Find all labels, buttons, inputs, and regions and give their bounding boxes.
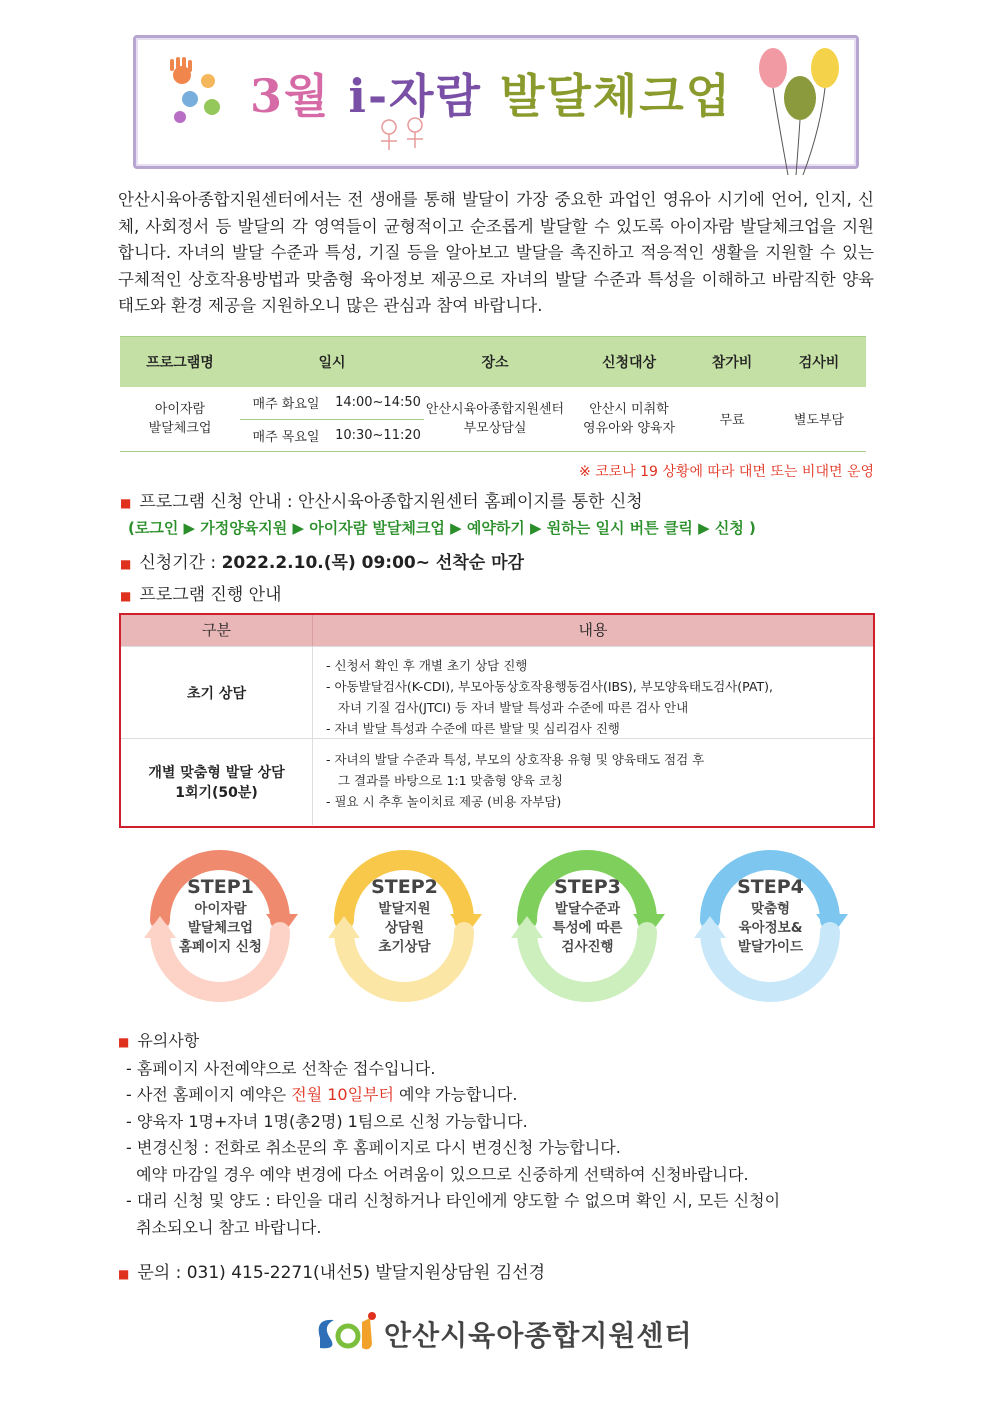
banner-main-title: 발달체크업 [499,69,733,123]
step-line: 초기상담 [378,939,431,955]
corona-note: ※ 코로나 19 상황에 따라 대면 또는 비대면 운영 [578,464,874,480]
notes-highlight: 전월 10일부터 [291,1085,394,1104]
notes-section [118,1028,780,1241]
step-3 [505,840,670,1005]
step-body [688,900,853,957]
step-2 [322,840,487,1005]
bullet-icon: ■ [120,496,132,510]
schedule-time: 14:00~14:50 [332,387,424,419]
notes-line: - 변경신청 : 전화로 취소문의 후 홈페이지로 다시 변경신청 가능합니다. [126,1138,621,1157]
bullet-icon: ■ [120,589,132,603]
header-test-fee: 검사비 [772,337,866,388]
step-line: 특성에 따른 [552,920,623,936]
content-line: - 필요 시 추후 놀이치료 제공 (비용 자부담) [326,794,562,809]
step-line: 발달가이드 [737,939,804,955]
content-line: 그 결과를 바탕으로 1:1 맞춤형 양육 코칭 [326,773,564,788]
step-line: 육아정보& [738,920,803,936]
kids-doodle-icon [375,115,435,160]
content-line: - 자녀 발달 특성과 수준에 따른 발달 및 심리검사 진행 [326,721,620,736]
step-title: STEP1 [187,876,254,898]
header-program-name: 프로그램명 [120,337,240,388]
program-name-line2: 발달체크업 [148,420,212,436]
place-line2: 부모상담실 [463,420,527,436]
progress-row-label-line1: 개별 맞춤형 발달 상담 [148,765,285,781]
progress-table [119,613,875,828]
step-body [505,900,670,957]
place-line1: 안산시육아종합지원센터 [425,401,565,417]
step-body [322,900,487,957]
notes-line [118,1082,780,1109]
step-line: 발달수준과 [554,901,621,917]
notes-line: - 대리 신청 및 양도 : 타인을 대리 신청하거나 타인에게 양도할 수 없으며 확인 시, 모든 신청이 [126,1191,781,1210]
step-text [138,876,303,957]
progress-row-custom [121,738,873,825]
step-text [688,876,853,957]
target-line1: 안산시 미취학 [589,401,669,417]
step-4 [688,840,853,1005]
step-text [505,876,670,957]
step-title: STEP3 [554,876,621,898]
step-line: 발달체크업 [187,920,254,936]
progress-row-content [326,655,866,739]
progress-col-category: 구분 [121,615,313,646]
apply-period-label: 신청기간 : [139,553,217,573]
program-name-line1: 아이자람 [154,401,206,417]
bullet-icon: ■ [118,1035,130,1049]
fee-cell: 무료 [692,387,772,451]
center-logo [312,1308,693,1356]
step-line: 홈페이지 신청 [179,939,262,955]
step-title: STEP4 [737,876,804,898]
notes-line: 예약 마감일 경우 예약 변경에 다소 어려움이 있으므로 신중하게 선택하여 신청바랍니다. [126,1164,749,1184]
program-name-cell [120,387,240,451]
apply-period-value: 2022.2.10.(목) 09:00~ 선착순 마감 [221,553,524,573]
place-cell [424,387,566,451]
step-title: STEP2 [371,876,438,898]
schedule-day: 매주 목요일 [240,419,332,451]
intro-paragraph: 안산시육아종합지원센터에서는 전 생애를 통해 발달이 가장 중요한 과업인 영유아 시기에 언어, 인지, 신체, 사회정서 등 발달의 각 영역들이 균형적이고 순조롭게 발달할 수 있도록 아이자람 발달체크업을 지원합니다. 자녀의 발달 수준과 특성, 기질 등을 알아보고 발달을 촉진하고 적응적인 생활을 지원할 수 있는 구체적인 상호작용방법과 맞춤형 육아정보 제공으로 자녀의 발달 수준과 특성을 이해하고 바람직한 양육태도와 환경 제공을 지원하오니 많은 관심과 참여 바랍니다. [118,190,874,315]
content-line: - 아동발달검사(K-CDI), 부모아동상호작용행동검사(IBS), 부모양육태도검사(PAT), [326,679,773,694]
step-text [322,876,487,957]
notes-line: - 홈페이지 사전예약으로 선착순 접수입니다. [126,1058,436,1078]
content-line: - 신청서 확인 후 개별 초기 상담 진행 [326,658,528,673]
notes-title [118,1028,780,1056]
step-line: 아이자람 [194,901,247,917]
header-fee: 참가비 [692,337,772,388]
schedule-time: 10:30~11:20 [332,419,424,451]
notes-title-text: 유의사항 [137,1031,200,1050]
step-body [138,900,303,957]
progress-row-label-line2: 1회기(50분) [175,785,258,801]
banner-month: 3월 [250,69,331,123]
handprints-icon [160,55,240,135]
step-line: 발달지원 [378,901,431,917]
progress-table-header [121,615,873,646]
banner-title [250,60,732,126]
banner-brand: i-자람 [348,69,482,123]
contact-text: 문의 : 031) 415-2271(내선5) 발달지원상담원 김선경 [137,1263,546,1283]
content-line: 자녀 기질 검사(JTCI) 등 자녀 발달 특성과 수준에 따른 검사 안내 [326,700,689,715]
bullet-icon: ■ [118,1267,130,1281]
header-target: 신청대상 [566,337,692,388]
program-table [120,336,866,452]
apply-guide [120,487,643,512]
step-line: 맞춤형 [750,901,791,917]
notes-line: - 양육자 1명+자녀 1명(총2명) 1팀으로 신청 가능합니다. [126,1111,528,1131]
header-place: 장소 [424,337,566,388]
progress-title [120,580,282,605]
test-fee-cell: 별도부담 [772,387,866,451]
step-1 [138,840,303,1005]
apply-guide-text: 프로그램 신청 안내 : 안산시육아종합지원센터 홈페이지를 통한 신청 [139,492,643,512]
target-line2: 영유아와 양육자 [582,420,676,436]
target-cell [566,387,692,451]
progress-col-content: 내용 [578,621,608,639]
notes-line-post: 예약 가능합니다. [393,1085,518,1104]
apply-path: (로그인 ▶ 가정양육지원 ▶ 아이자람 발달체크업 ▶ 예약하기 ▶ 원하는 일시 버튼 클릭 ▶ 신청 ) [128,519,756,537]
content-line: - 자녀의 발달 수준과 특성, 부모의 상호작용 유형 및 양육태도 점검 후 [326,752,705,767]
step-line: 검사진행 [561,939,614,955]
logo-text: 안산시육아종합지원센터 [384,1319,693,1352]
progress-row-label: 초기 상담 [121,647,313,739]
bullet-icon: ■ [120,557,132,571]
contact-line [118,1258,545,1283]
notes-line: 취소되오니 참고 바랍니다. [126,1217,322,1237]
header-date: 일시 [240,337,424,388]
progress-row-initial [121,646,873,739]
apply-period [120,548,524,573]
schedule-day: 매주 화요일 [240,387,332,419]
notes-line-pre: - 사전 홈페이지 예약은 [126,1085,292,1104]
progress-row-content [326,749,866,812]
progress-title-text: 프로그램 진행 안내 [139,585,282,605]
progress-row-label [121,739,313,825]
step-line: 상담원 [384,920,425,936]
logo-mark-icon [312,1308,382,1356]
balloons-icon [748,40,858,180]
